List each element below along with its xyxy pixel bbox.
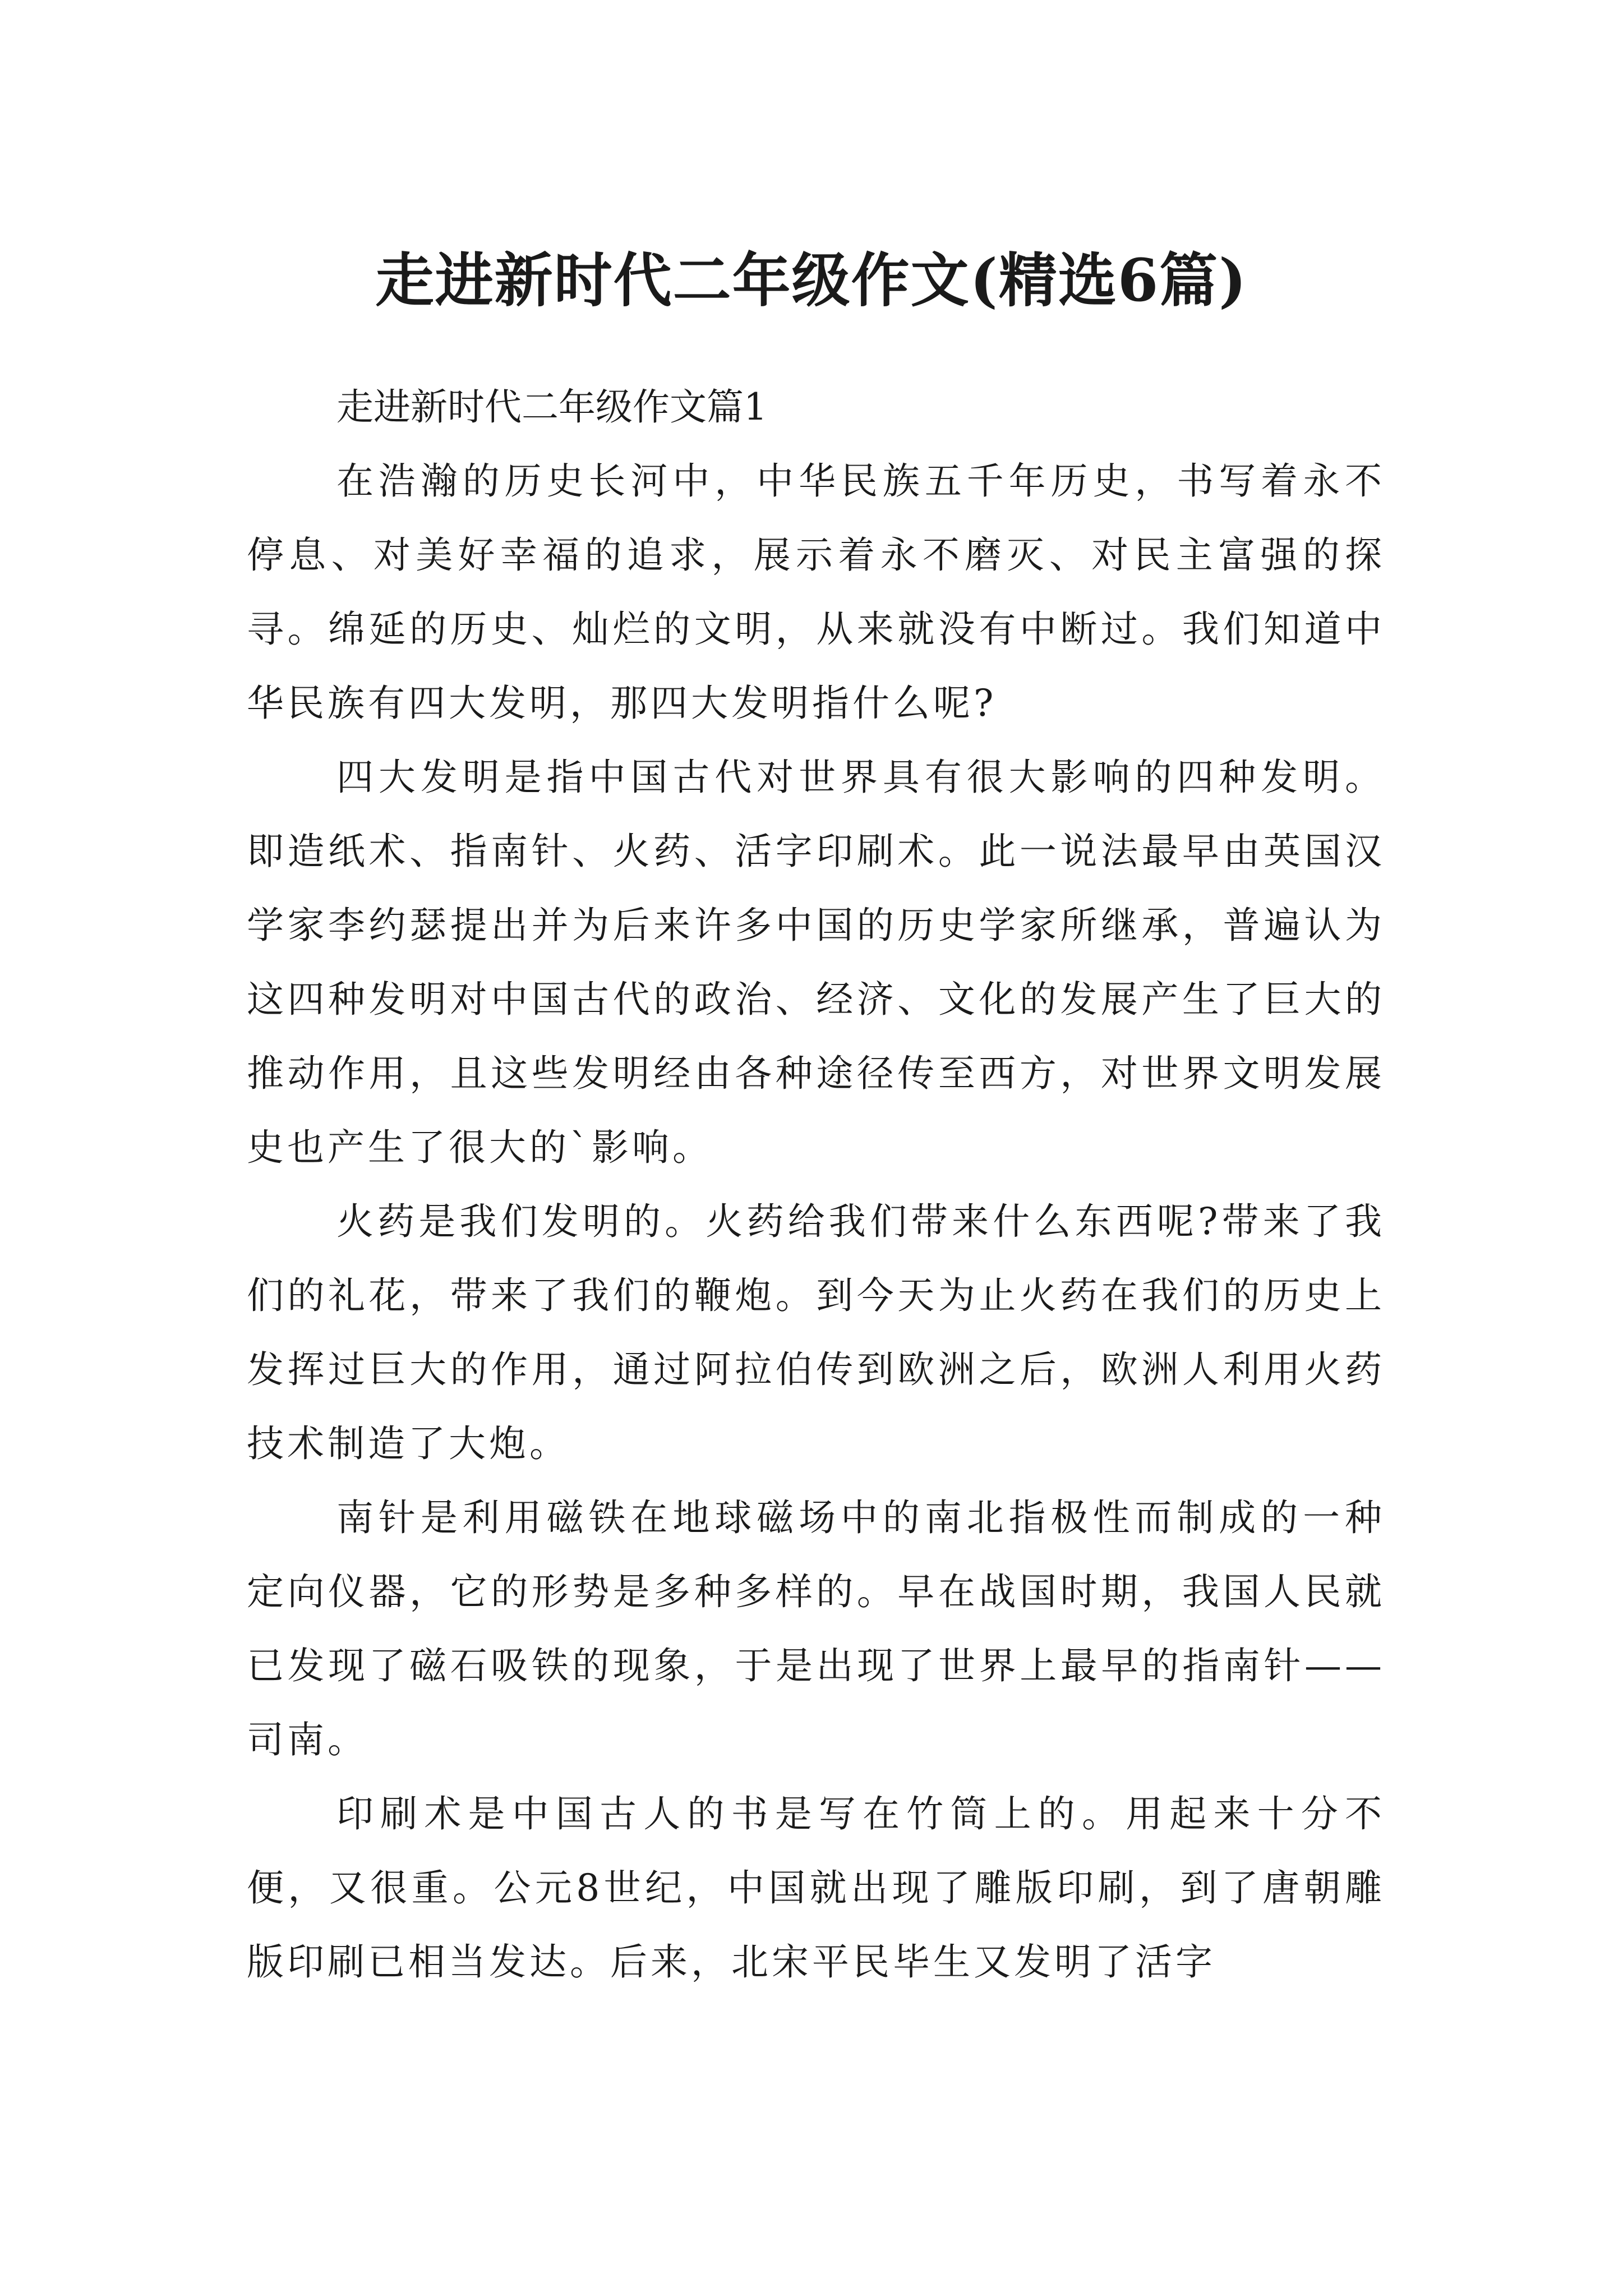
paragraph-2: 四大发明是指中国古代对世界具有很大影响的四种发明。即造纸术、指南针、火药、活字印刷术。此一说法最早由英国汉学家李约瑟提出并为后来许多中国的历史学家所继承，普遍认为这四种发明对中国古代的政治、经济、文化的发展产生了巨大的推动作用，且这些发明经由各种途径传至西方，对世界文明发展史也产生了很大的`影响。	[247, 756, 1385, 1169]
section-heading: 走进新时代二年级作文篇1	[336, 385, 767, 429]
paragraph-3: 火药是我们发明的。火药给我们带来什么东西呢?带来了我们的礼花，带来了我们的鞭炮。到今天为止火药在我们的历史上发挥过巨大的作用，通过阿拉伯传到欧洲之后，欧洲人利用火药技术制造了大炮。	[247, 1200, 1385, 1465]
paragraph-1: 在浩瀚的历史长河中，中华民族五千年历史，书写着永不停息、对美好幸福的追求，展示着永不磨灭、对民主富强的探寻。绵延的历史、灿烂的文明，从来就没有中断过。我们知道中华民族有四大发明，那四大发明指什么呢?	[247, 459, 1385, 725]
document-title: 走进新时代二年级作文(精选6篇)	[375, 245, 1248, 315]
paragraph-5: 印刷术是中国古人的书是写在竹筒上的。用起来十分不便，又很重。公元8世纪，中国就出现了雕版印刷，到了唐朝雕版印刷已相当发达。后来，北宋平民毕生又发明了活字	[247, 1792, 1385, 1984]
document-body	[247, 370, 1385, 1999]
paragraph-4: 南针是利用磁铁在地球磁场中的南北指极性而制成的一种定向仪器，它的形势是多种多样的。早在战国时期，我国人民就已发现了磁石吸铁的现象，于是出现了世界上最早的指南针——司南。	[247, 1496, 1385, 1761]
